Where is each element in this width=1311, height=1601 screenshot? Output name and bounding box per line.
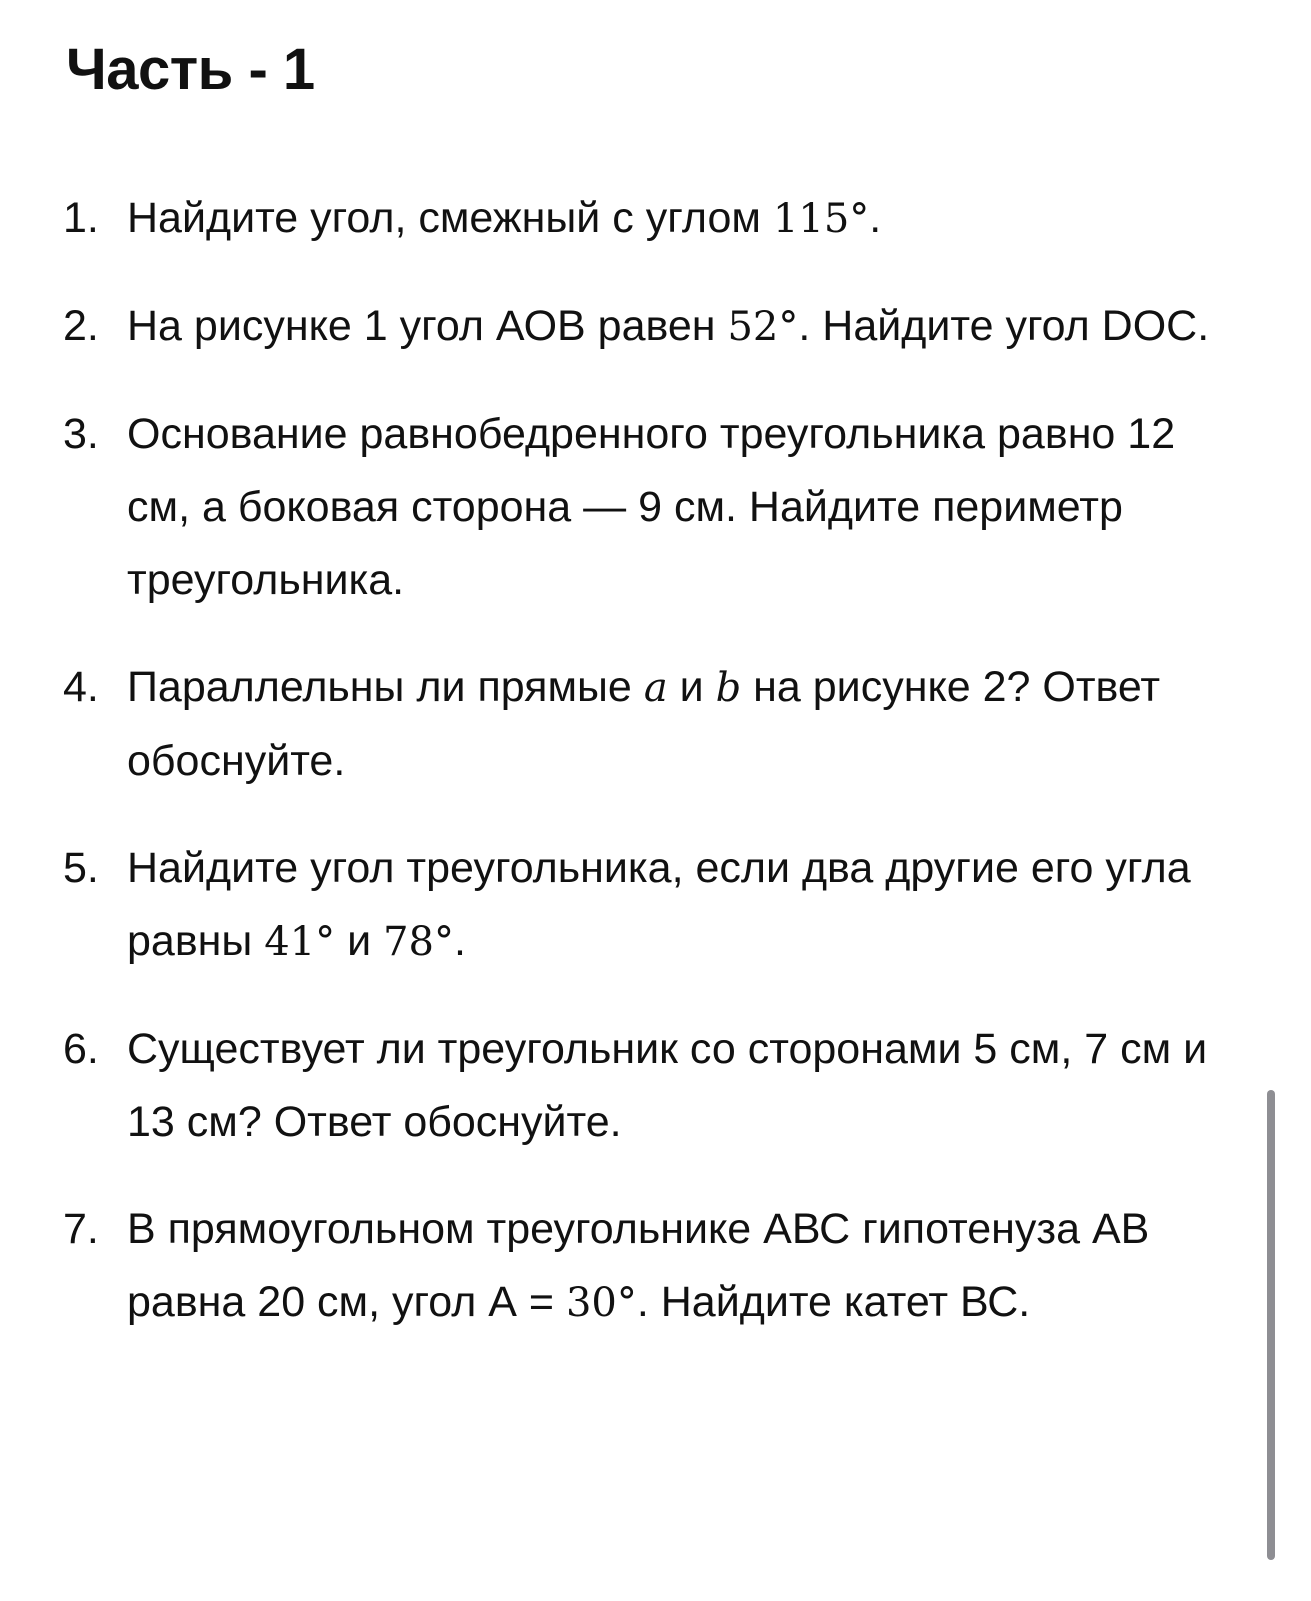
task-text-segment: Найдите угол, смежный с углом	[127, 194, 773, 242]
task-text-segment: .	[869, 194, 882, 242]
task-text	[127, 1193, 1250, 1340]
task-item-3	[0, 398, 1250, 617]
task-text	[127, 832, 1250, 979]
task-text-segment: Параллельны ли прямые	[127, 663, 644, 711]
task-number: 6.	[63, 1025, 99, 1073]
task-item-2	[0, 290, 1250, 364]
task-text	[127, 651, 1250, 798]
task-text-segment: и	[335, 917, 384, 965]
task-text-segment: Основание равнобедренного треугольника равно 12 см, а боковая сторона — 9 см. Найдите периметр треугольника.	[127, 410, 1176, 604]
task-number: 4.	[63, 663, 99, 711]
task-item-5	[0, 832, 1250, 979]
page-heading: Часть - 1	[66, 37, 315, 102]
task-number: 7.	[63, 1205, 99, 1253]
task-item-7	[0, 1193, 1250, 1340]
task-text	[127, 290, 1250, 364]
task-number: 5.	[63, 844, 99, 892]
math-angle-value: 41°	[264, 919, 336, 965]
task-item-6	[0, 1013, 1250, 1159]
task-text-segment: На рисунке 1 угол АОВ равен	[127, 302, 728, 350]
task-number: 2.	[63, 302, 99, 350]
vertical-scrollbar[interactable]	[1267, 1090, 1275, 1560]
task-text-segment: В прямоугольном треугольнике АВС гипотенуза АВ равна 20 см, угол А =	[127, 1205, 1150, 1326]
math-angle-value: 30°	[565, 1280, 637, 1326]
task-number: 1.	[63, 194, 99, 242]
task-text	[127, 398, 1250, 617]
task-text	[127, 1013, 1250, 1159]
task-text-segment: и	[667, 663, 716, 711]
task-text-segment: .	[454, 917, 466, 965]
task-text-segment: на рисунке 2? Ответ обоснуйте.	[127, 663, 1161, 785]
math-angle-value: 115°	[772, 196, 870, 242]
task-item-4	[0, 651, 1250, 798]
task-text-segment: . Найдите катет ВС.	[636, 1278, 1031, 1326]
task-text-segment: Существует ли треугольник со сторонами 5 см, 7 см и 13 см? Ответ обоснуйте.	[127, 1025, 1208, 1146]
math-variable-a: a	[643, 665, 668, 711]
math-angle-value: 78°	[383, 919, 455, 965]
task-number: 3.	[63, 410, 99, 458]
task-text-segment: Найдите угол треугольника, если два другие его угла равны	[127, 844, 1191, 965]
task-list	[0, 182, 1250, 1374]
task-item-1	[0, 182, 1250, 256]
math-angle-value: 52°	[727, 304, 799, 350]
task-text-segment: . Найдите угол DOC.	[798, 302, 1210, 350]
task-text	[127, 182, 1250, 256]
math-variable-b: b	[715, 665, 742, 711]
